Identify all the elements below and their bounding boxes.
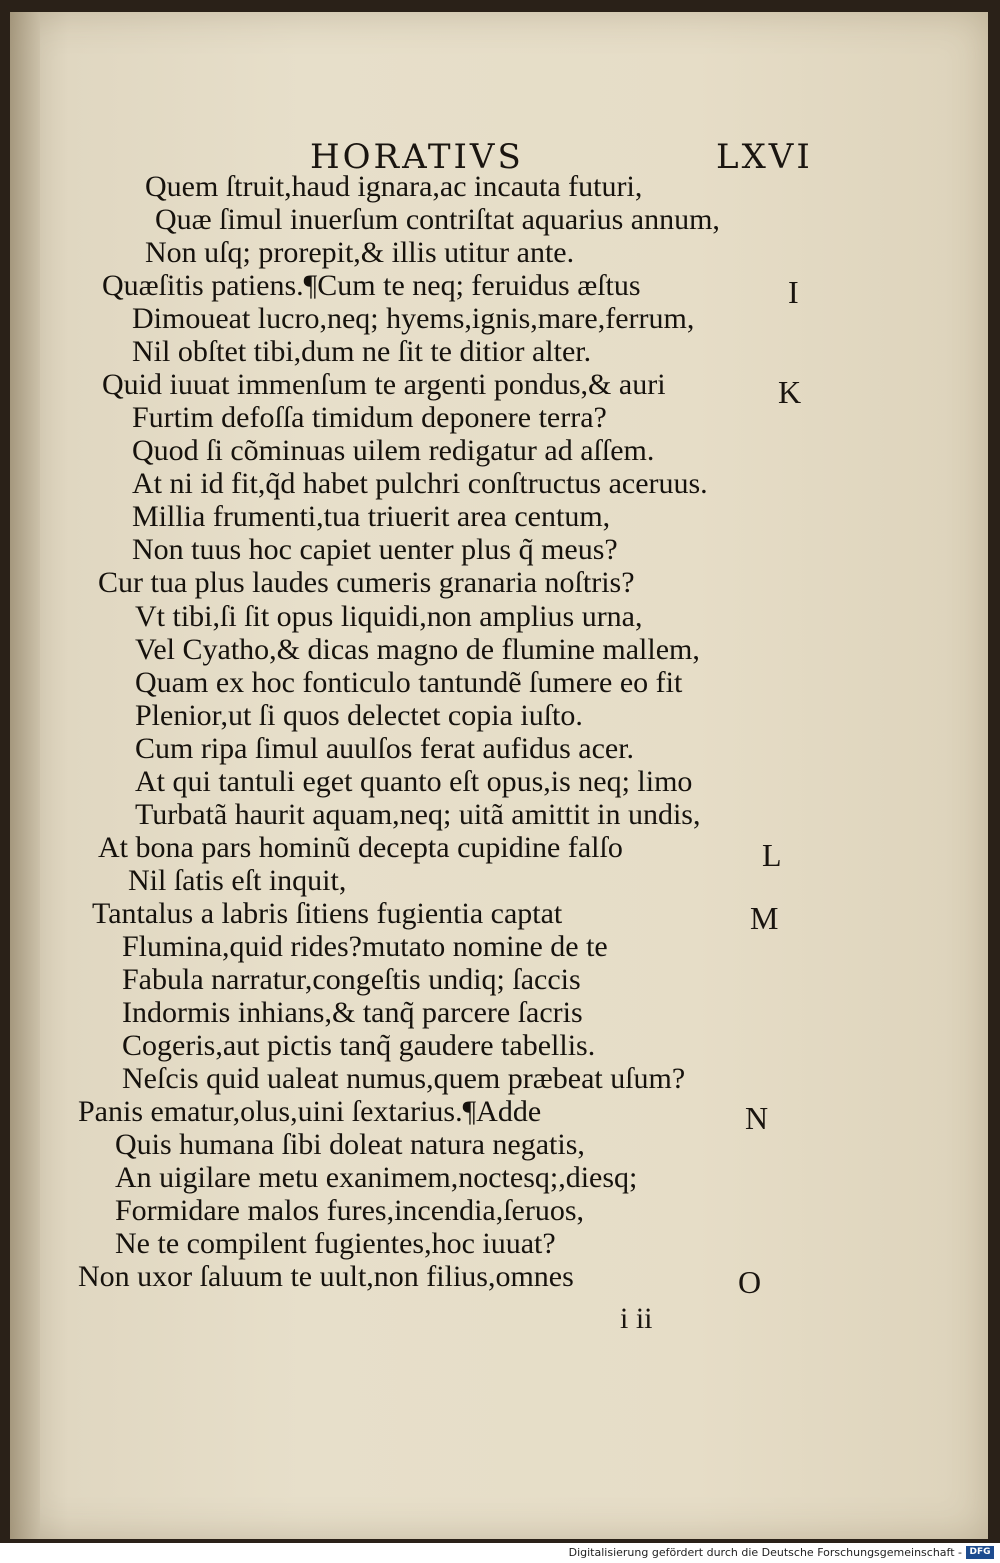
running-title: HORATIVS: [310, 137, 524, 177]
text-line: Quod ſi cõminuas uilem redigatur ad aſſem.: [132, 434, 655, 467]
text-line: Non uſq; prorepit,& illis utitur ante.: [145, 236, 575, 269]
text-line: Indormis inhians,& tanq̃ parcere ſacris: [122, 996, 583, 1029]
text-line: Non tuus hoc capiet uenter plus q̃ meus?: [132, 533, 618, 566]
margin-letter: N: [745, 1100, 769, 1136]
folio-number: LXVI: [716, 137, 813, 177]
text-line: Quæſitis patiens.¶Cum te neq; feruidus æſtus: [102, 269, 641, 302]
text-line: At qui tantuli eget quanto eſt opus,is neq; limo: [135, 765, 693, 798]
funding-notice: Digitalisierung gefördert durch die Deutsche Forschungsgemeinschaft -: [568, 1546, 962, 1559]
page-spine-shadow: [10, 12, 40, 1539]
text-line: Furtim defoſſa timidum deponere terra?: [132, 401, 607, 434]
text-line: Formidare malos fures,incendia,ſeruos,: [115, 1194, 585, 1227]
margin-letter: O: [738, 1264, 762, 1300]
text-line: Plenior,ut ſi quos delectet copia iuſto.: [135, 699, 583, 732]
text-line: Quid iuuat immenſum te argenti pondus,& auri: [102, 368, 666, 401]
text-line: Non uxor ſaluum te uult,non filius,omnes: [78, 1260, 574, 1293]
text-line: Neſcis quid ualeat numus,quem præbeat uſum?: [122, 1062, 686, 1095]
text-line: At bona pars hominũ decepta cupidine falſo: [98, 831, 623, 864]
signature-mark: i ii: [620, 1302, 653, 1335]
text-line: Ne te compilent fugientes,hoc iuuat?: [115, 1227, 556, 1260]
text-line: Millia frumenti,tua triuerit area centum,: [132, 500, 611, 533]
text-line: Vel Cyatho,& dicas magno de flumine mallem,: [135, 633, 700, 666]
text-line: Panis ematur,olus,uini ſextarius.¶Adde: [78, 1095, 542, 1128]
margin-letter: M: [750, 900, 779, 936]
text-line: Quis humana ſibi doleat natura negatis,: [115, 1128, 585, 1161]
text-line: Nil obſtet tibi,dum ne ſit te ditior alter.: [132, 335, 592, 368]
text-line: Nil ſatis eſt inquit,: [128, 864, 347, 897]
text-line: Vt tibi,ſi ſit opus liquidi,non amplius urna,: [135, 600, 643, 633]
book-page: [10, 12, 988, 1539]
margin-letter: L: [762, 837, 782, 873]
dfg-logo: DFG: [966, 1546, 994, 1559]
text-line: Cogeris,aut pictis tanq̃ gaudere tabellis.: [122, 1029, 596, 1062]
text-line: Cur tua plus laudes cumeris granaria noſtris?: [98, 566, 635, 599]
margin-letter: I: [788, 274, 799, 310]
text-line: At ni id fit,q̃d habet pulchri conſtructus aceruus.: [132, 467, 708, 500]
text-line: Cum ripa ſimul auulſos ferat aufidus acer.: [135, 732, 635, 765]
text-line: An uigilare metu exanimem,noctesq;,diesq;: [115, 1161, 638, 1194]
text-line: Fabula narratur,congeſtis undiq; ſaccis: [122, 963, 581, 996]
margin-letter: K: [778, 374, 802, 410]
text-line: Quæ ſimul inuerſum contriſtat aquarius annum,: [155, 203, 720, 236]
text-line: Flumina,quid rides?mutato nomine de te: [122, 930, 608, 963]
text-line: Dimoueat lucro,neq; hyems,ignis,mare,ferrum,: [132, 302, 695, 335]
text-line: Turbatã haurit aquam,neq; uitã amittit in undis,: [135, 798, 701, 831]
text-line: Quem ſtruit,haud ignara,ac incauta futuri,: [145, 170, 643, 203]
footer-bar: [0, 1543, 1000, 1563]
text-line: Quam ex hoc fonticulo tantundẽ ſumere eo fit: [135, 666, 683, 699]
text-line: Tantalus a labris ſitiens fugientia captat: [92, 897, 563, 930]
